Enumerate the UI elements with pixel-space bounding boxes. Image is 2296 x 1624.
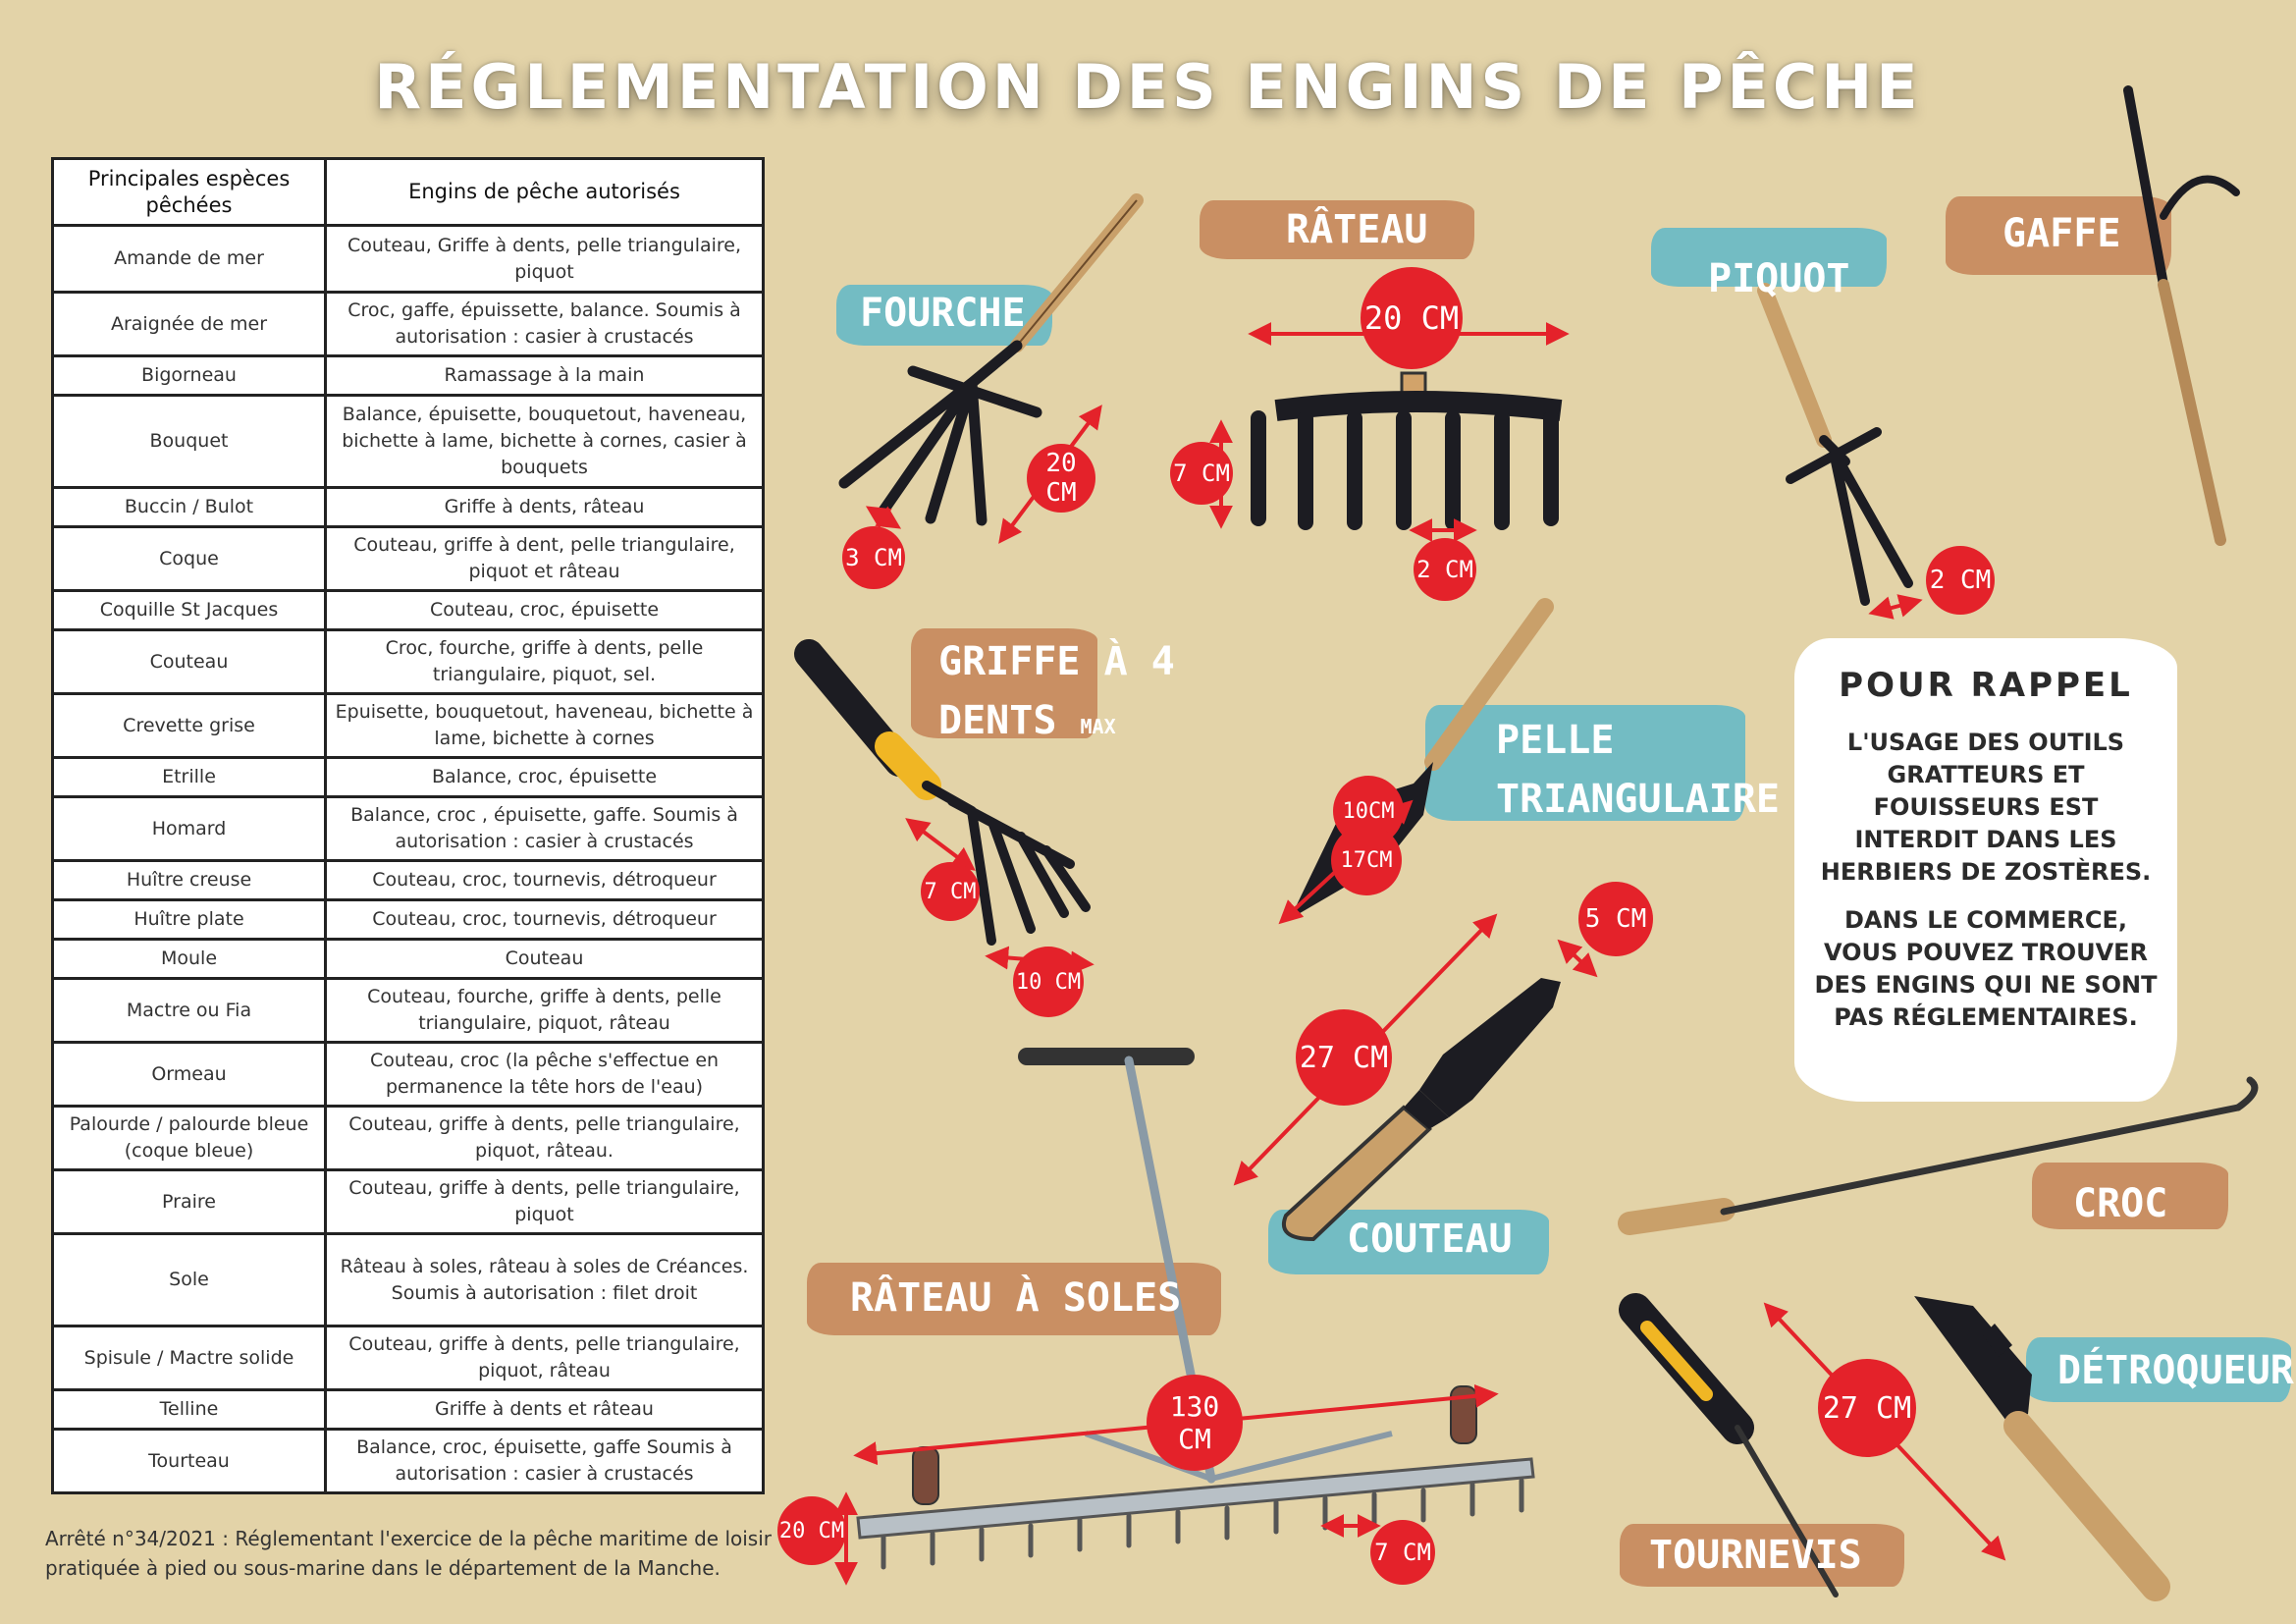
species-cell: Etrille	[53, 758, 326, 797]
header-species: Principales espèces pêchées	[53, 159, 326, 226]
gear-cell: Griffe à dents et râteau	[326, 1390, 764, 1430]
species-cell: Araignée de mer	[53, 293, 326, 356]
griffe-measure-10cm: 10 CM	[1013, 947, 1084, 1017]
piquot-label: PIQUOT	[1708, 256, 1850, 301]
species-cell: Bouquet	[53, 396, 326, 488]
rateau-measure-20cm: 20 CM	[1361, 267, 1463, 369]
couteau-measure-27cm: 27 CM	[1296, 1009, 1392, 1106]
rateau-soles-measure-7cm: 7 CM	[1370, 1520, 1435, 1585]
gear-cell: Râteau à soles, râteau à soles de Créances. Soumis à autorisation : filet droit	[326, 1234, 764, 1326]
pelle-label	[1496, 711, 1780, 829]
species-cell: Buccin / Bulot	[53, 488, 326, 527]
rateau-soles-label: RÂTEAU À SOLES	[850, 1275, 1182, 1321]
gear-cell: Balance, épuisette, bouquetout, haveneau, bichette à lame, bichette à cornes, casier à bouquets	[326, 396, 764, 488]
species-cell: Huître creuse	[53, 861, 326, 900]
rateau-drawing	[1258, 373, 1561, 522]
gear-cell: Croc, gaffe, épuissette, balance. Soumis à autorisation : casier à crustacés	[326, 293, 764, 356]
griffe-label-max: MAX	[1080, 715, 1116, 738]
croc-label: CROC	[2073, 1181, 2168, 1226]
pelle-measure-10cm: 10CM	[1333, 776, 1404, 846]
gear-cell: Ramassage à la main	[326, 356, 764, 396]
gear-cell: Balance, croc, épuisette	[326, 758, 764, 797]
griffe-label-dents: DENTS	[938, 698, 1057, 743]
species-cell: Homard	[53, 797, 326, 861]
species-cell: Amande de mer	[53, 226, 326, 293]
gear-cell: Epuisette, bouquetout, haveneau, bichette à lame, bichette à cornes	[326, 694, 764, 758]
griffe-label	[938, 632, 1175, 756]
couteau-arrow-2	[1561, 943, 1594, 974]
pelle-label-line1: PELLE	[1496, 718, 1615, 763]
gaffe-drawing	[2128, 90, 2236, 540]
rateau-measure-2cm: 2 CM	[1414, 538, 1476, 601]
species-cell: Huître plate	[53, 900, 326, 940]
gear-cell: Couteau, croc, tournevis, détroqueur	[326, 861, 764, 900]
species-cell: Ormeau	[53, 1043, 326, 1107]
pelle-measure-17cm: 17CM	[1331, 825, 1402, 895]
griffe-measure-7cm: 7 CM	[921, 862, 980, 921]
species-cell: Couteau	[53, 630, 326, 694]
species-cell: Bigorneau	[53, 356, 326, 396]
gear-cell: Croc, fourche, griffe à dents, pelle triangulaire, piquot, sel.	[326, 630, 764, 694]
reminder-paragraph-1: L'USAGE DES OUTILS GRATTEURS ET FOUISSEURS EST INTERDIT DANS LES HERBIERS DE ZOSTÈRES.	[1820, 729, 2152, 886]
griffe-label-line2	[938, 691, 1175, 756]
piquot-arrow	[1873, 601, 1918, 613]
header-gear: Engins de pêche autorisés	[326, 159, 764, 226]
species-cell: Coque	[53, 527, 326, 591]
gear-cell: Couteau, griffe à dents, pelle triangulaire, piquot, râteau.	[326, 1107, 764, 1170]
species-cell: Mactre ou Fia	[53, 979, 326, 1043]
gaffe-label: GAFFE	[2002, 211, 2121, 256]
reminder-box	[1794, 638, 2177, 1102]
legal-footnote: Arrêté n°34/2021 : Réglementant l'exercice de la pêche maritime de loisir pratiquée à pied ou sous-marine dans le département de la Manche.	[45, 1527, 773, 1580]
reminder-paragraph-2: DANS LE COMMERCE, VOUS POUVEZ TROUVER DES ENGINS QUI NE SONT PAS RÉGLEMENTAIRES.	[1814, 906, 2158, 1031]
gear-cell: Couteau, griffe à dent, pelle triangulaire, piquot et râteau	[326, 527, 764, 591]
gear-cell: Couteau, croc (la pêche s'effectue en permanence la tête hors de l'eau)	[326, 1043, 764, 1107]
couteau-measure-5cm: 5 CM	[1578, 882, 1653, 956]
piquot-measure-2cm: 2 CM	[1926, 546, 1995, 615]
pelle-label-line2: TRIANGULAIRE	[1496, 777, 1780, 822]
rateau-soles-measure-20cm: 20 CM	[777, 1496, 846, 1565]
rateau-soles-measure-130cm: 130 CM	[1147, 1375, 1243, 1471]
fourche-measure-3cm: 3 CM	[842, 526, 905, 589]
page-title: RÉGLEMENTATION DES ENGINS DE PÊCHE	[374, 51, 1922, 123]
detroqueur-label: DÉTROQUEUR	[2057, 1348, 2294, 1393]
fourche-measure-20cm: 20 CM	[1027, 444, 1095, 513]
gear-cell: Balance, croc, épuisette, gaffe Soumis à autorisation : casier à crustacés	[326, 1430, 764, 1493]
species-cell: Tourteau	[53, 1430, 326, 1493]
detroqueur-drawing	[1914, 1296, 2156, 1587]
species-cell: Moule	[53, 940, 326, 979]
gear-cell: Couteau, croc, tournevis, détroqueur	[326, 900, 764, 940]
species-cell: Palourde / palourde bleue (coque bleue)	[53, 1107, 326, 1170]
rateau-measure-7cm: 7 CM	[1170, 442, 1233, 505]
gear-cell: Couteau, fourche, griffe à dents, pelle triangulaire, piquot, râteau	[326, 979, 764, 1043]
species-cell: Praire	[53, 1170, 326, 1234]
piquot-drawing	[1765, 291, 1908, 601]
gear-cell: Couteau, croc, épuisette	[326, 591, 764, 630]
species-cell: Telline	[53, 1390, 326, 1430]
tournevis-measure-27cm: 27 CM	[1818, 1359, 1916, 1457]
couteau-label: COUTEAU	[1347, 1217, 1513, 1262]
gear-cell: Couteau, griffe à dents, pelle triangulaire, piquot, râteau	[326, 1326, 764, 1390]
species-cell: Sole	[53, 1234, 326, 1326]
griffe-arrow-1	[909, 821, 972, 868]
gear-cell: Couteau, griffe à dents, pelle triangulaire, piquot	[326, 1170, 764, 1234]
fourche-label: FOURCHE	[860, 291, 1026, 336]
gear-cell: Couteau	[326, 940, 764, 979]
tournevis-label: TOURNEVIS	[1649, 1533, 1862, 1578]
species-cell: Crevette grise	[53, 694, 326, 758]
species-cell: Coquille St Jacques	[53, 591, 326, 630]
rateau-label: RÂTEAU	[1286, 207, 1428, 252]
reminder-title: POUR RAPPEL	[1839, 666, 2133, 705]
griffe-label-line1: GRIFFE À 4	[938, 639, 1175, 684]
gear-cell: Balance, croc , épuisette, gaffe. Soumis à autorisation : casier à crustacés	[326, 797, 764, 861]
gear-cell: Couteau, Griffe à dents, pelle triangulaire, piquot	[326, 226, 764, 293]
gear-cell: Griffe à dents, râteau	[326, 488, 764, 527]
species-cell: Spisule / Mactre solide	[53, 1326, 326, 1390]
